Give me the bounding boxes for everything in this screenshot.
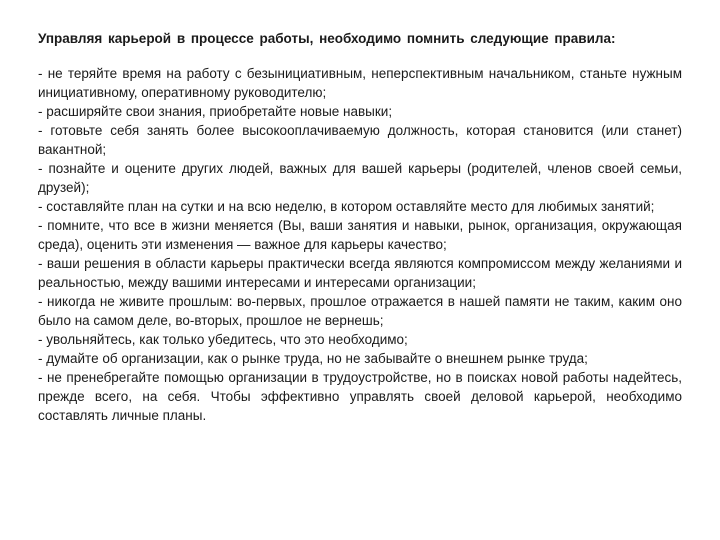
rule-item: - помните, что все в жизни меняется (Вы, ваши занятия и навыки, рынок, организация, окружающая среда), оценить эти изменения — важное для карьеры качество; (38, 218, 682, 252)
rule-item: - познайте и оцените других людей, важных для вашей карьеры (родителей, членов своей семьи, друзей); (38, 161, 682, 195)
rule-item: - увольняйтесь, как только убедитесь, что это необходимо; (38, 332, 408, 347)
rule-item: - не теряйте время на работу с безынициативным, неперспективным начальником, станьте нужным инициативному, оперативному руководителю; (38, 66, 682, 100)
rule-item: - ваши решения в области карьеры практически всегда являются компромиссом между желаниями и реальностью, между вашими интересами и интересами организации; (38, 256, 682, 290)
rule-item: - готовьте себя занять более высокооплачиваемую должность, которая становится (или станет) вакантной; (38, 123, 682, 157)
document-heading: Управляя карьерой в процессе работы, необходимо помнить следующие правила: (38, 31, 616, 46)
document-page (38, 29, 682, 425)
rule-item: - никогда не живите прошлым: во-первых, прошлое отражается в нашей памяти не таким, каким оно было на самом деле, во-вторых, прошлое не вернешь; (38, 294, 682, 328)
rule-item: - думайте об организации, как о рынке труда, но не забывайте о внешнем рынке труда; (38, 351, 588, 366)
rule-item: - расширяйте свои знания, приобретайте новые навыки; (38, 104, 393, 119)
rules-list (38, 64, 682, 425)
rule-item: - не пренебрегайте помощью организации в трудоустройстве, но в поисках новой работы надейтесь, прежде всего, на себя. Чтобы эффективно управлять своей деловой карьерой, необходимо составлять личные планы. (38, 370, 682, 423)
rule-item: - составляйте план на сутки и на всю неделю, в котором оставляйте место для любимых занятий; (38, 199, 655, 214)
